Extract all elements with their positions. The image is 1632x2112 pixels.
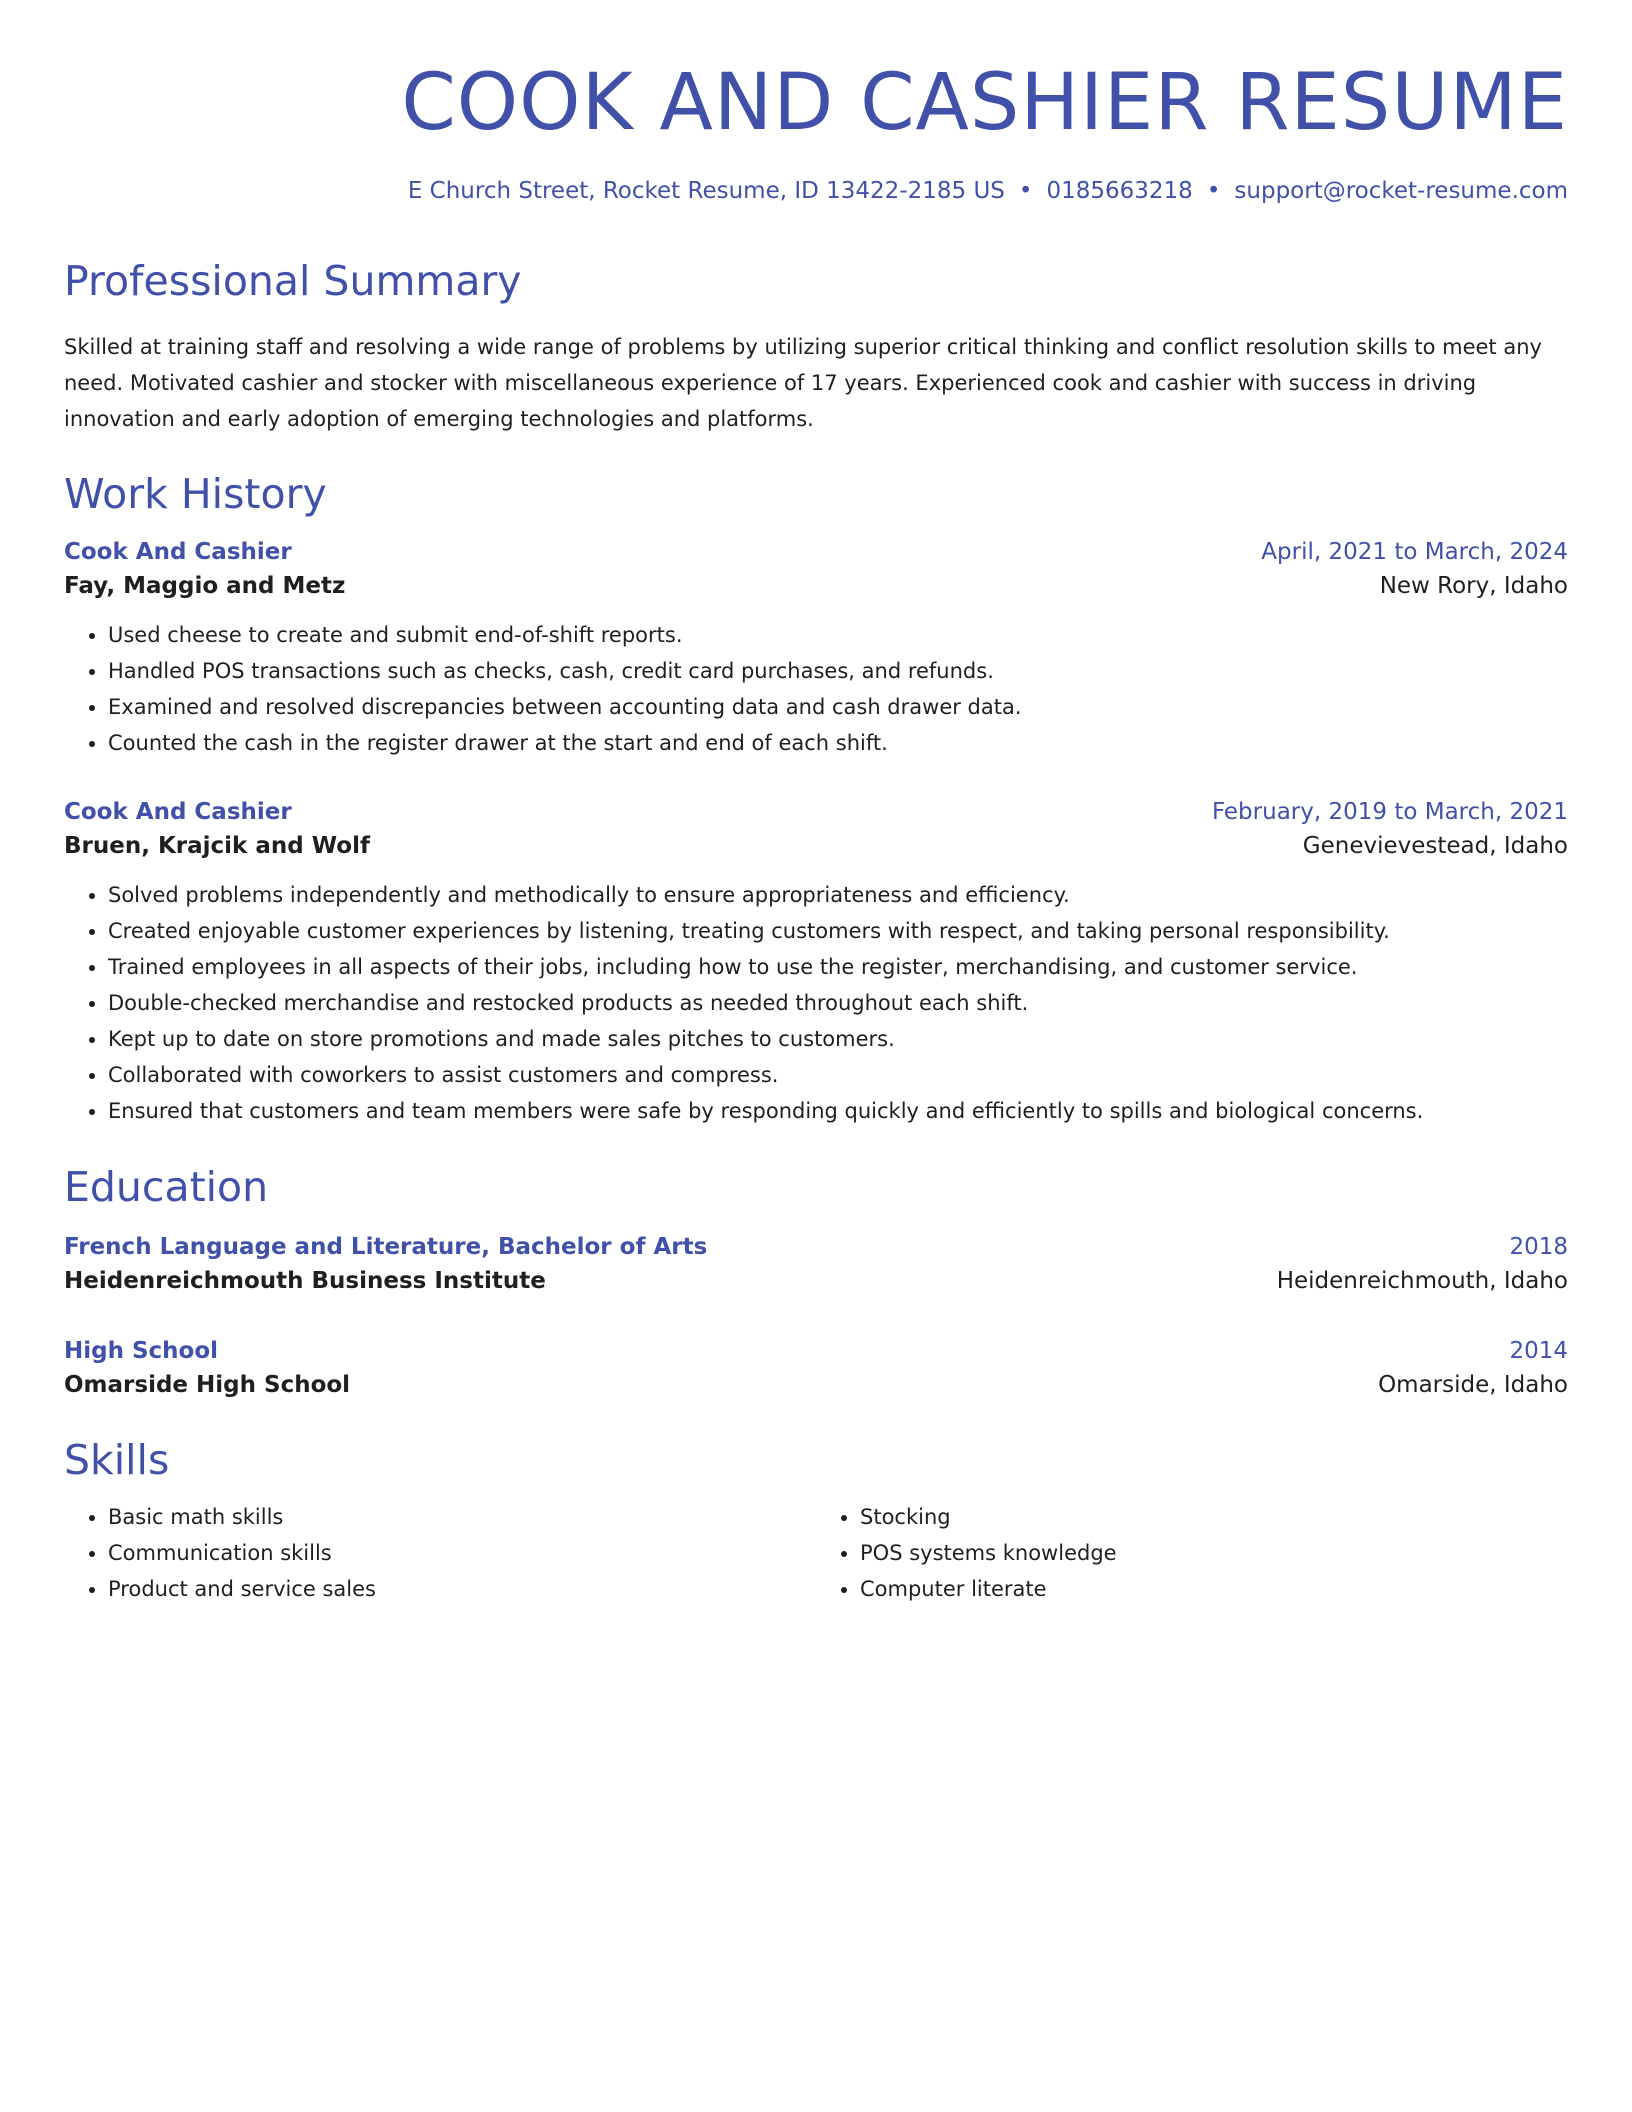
list-item: • Collaborated with coworkers to assist customers and compress.	[108, 1057, 1568, 1093]
list-item: • Double-checked merchandise and restocked products as needed throughout each shift.	[108, 985, 1568, 1021]
contact-address: E Church Street, Rocket Resume, ID 13422-2185 US	[407, 178, 1005, 204]
skills-list-right	[816, 1499, 1568, 1607]
list-item: • Used cheese to create and submit end-of-shift reports.	[108, 617, 1568, 653]
summary-text: Skilled at training staff and resolving a wide range of problems by utilizing superior critical thinking and conflict resolution skills to meet any need. Motivated cashier and stocker with miscellaneous experience of 17 years. Experienced cook and cashier with success in driving innovation and early adoption of emerging technologies and platforms.	[64, 335, 1542, 431]
job-company: Bruen, Krajcik and Wolf	[64, 833, 370, 859]
education-school: Omarside High School	[64, 1372, 351, 1398]
job-bullets	[64, 617, 1568, 761]
contact-line	[64, 180, 1568, 203]
contact-separator: •	[1018, 178, 1033, 204]
job-location: Genevievestead, Idaho	[1302, 833, 1568, 859]
education-entry	[64, 1234, 1568, 1294]
list-item: • Basic math skills	[108, 1499, 816, 1535]
list-item: • Examined and resolved discrepancies between accounting data and cash drawer data.	[108, 689, 1568, 725]
job-company: Fay, Maggio and Metz	[64, 573, 346, 599]
contact-email: support@rocket-resume.com	[1234, 178, 1568, 204]
skills-grid	[64, 1499, 1568, 1607]
resume-title: COOK AND CASHIER RESUME	[401, 58, 1568, 148]
job-dates: February, 2019 to March, 2021	[1211, 799, 1568, 825]
list-item: • Solved problems independently and methodically to ensure appropriateness and efficiency.	[108, 877, 1568, 913]
list-item: • Product and service sales	[108, 1571, 816, 1607]
education-location: Omarside, Idaho	[1378, 1372, 1568, 1398]
job-entry	[64, 539, 1568, 761]
list-item: • Trained employees in all aspects of their jobs, including how to use the register, merchandising, and customer service.	[108, 949, 1568, 985]
list-item: • Handled POS transactions such as checks, cash, credit card purchases, and refunds.	[108, 653, 1568, 689]
contact-phone: 0185663218	[1046, 178, 1193, 204]
education-school: Heidenreichmouth Business Institute	[64, 1268, 546, 1294]
education-entry	[64, 1338, 1568, 1398]
list-item: • Ensured that customers and team members were safe by responding quickly and efficiently to spills and biological concerns.	[108, 1093, 1568, 1129]
section-title-work-history: Work History	[64, 470, 327, 518]
list-item: • Created enjoyable customer experiences by listening, treating customers with respect, and taking personal responsibility.	[108, 913, 1568, 949]
contact-separator: •	[1206, 178, 1221, 204]
list-item: • Counted the cash in the register drawer at the start and end of each shift.	[108, 725, 1568, 761]
job-title: Cook And Cashier	[64, 799, 292, 825]
education-degree: French Language and Literature, Bachelor of Arts	[64, 1234, 708, 1260]
section-title-skills: Skills	[64, 1436, 170, 1484]
job-entry	[64, 799, 1568, 1129]
list-item: • Computer literate	[860, 1571, 1568, 1607]
education-year: 2014	[1509, 1338, 1568, 1364]
section-title-education: Education	[64, 1163, 269, 1211]
list-item: • Kept up to date on store promotions and made sales pitches to customers.	[108, 1021, 1568, 1057]
list-item: • POS systems knowledge	[860, 1535, 1568, 1571]
education-location: Heidenreichmouth, Idaho	[1276, 1268, 1568, 1294]
job-location: New Rory, Idaho	[1379, 573, 1568, 599]
education-degree: High School	[64, 1338, 219, 1364]
list-item: • Stocking	[860, 1499, 1568, 1535]
skills-list-left	[64, 1499, 816, 1607]
education-year: 2018	[1509, 1234, 1568, 1260]
job-bullets	[64, 877, 1568, 1129]
resume-header	[64, 0, 1568, 203]
section-title-summary: Professional Summary	[64, 257, 522, 305]
list-item: • Communication skills	[108, 1535, 816, 1571]
job-title: Cook And Cashier	[64, 539, 292, 565]
job-dates: April, 2021 to March, 2024	[1261, 539, 1568, 565]
